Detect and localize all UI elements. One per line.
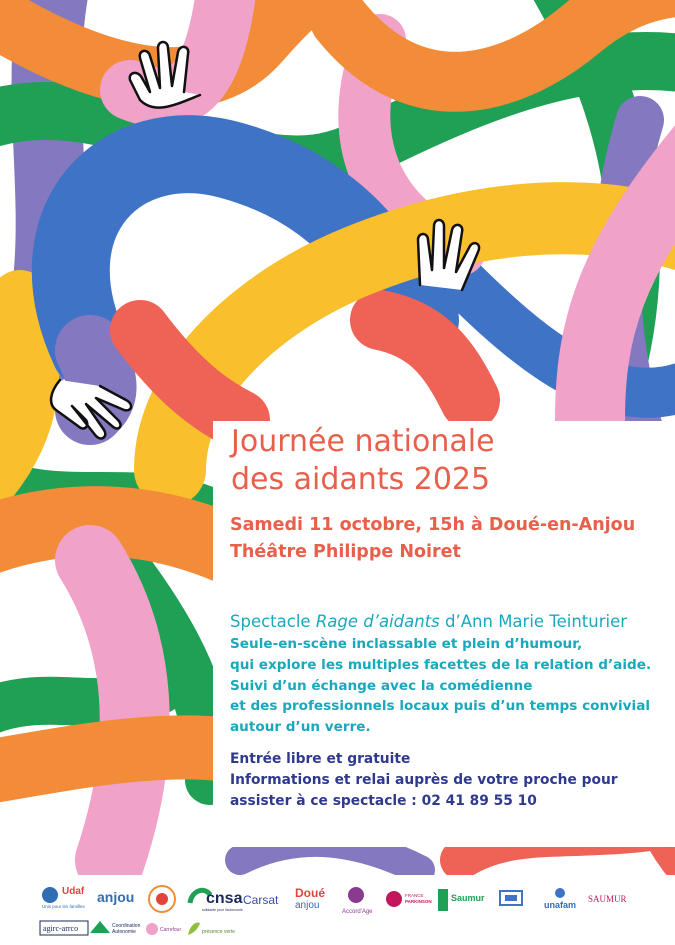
- svg-text:Carsat: Carsat: [243, 893, 279, 907]
- circle-emblem-logo: [149, 886, 175, 912]
- info-line: Entrée libre et gratuite: [230, 751, 411, 767]
- unafam-logo: [544, 888, 576, 910]
- svg-text:solidarité pour l'autonomie: solidarité pour l'autonomie: [202, 908, 243, 912]
- svg-text:Doué: Doué: [295, 886, 325, 900]
- svg-text:Unis pour les familles: Unis pour les familles: [42, 904, 85, 909]
- doue-anjou-logo: [295, 886, 325, 911]
- partner-logos: [0, 875, 675, 945]
- info-card: [213, 421, 675, 847]
- svg-text:anjou: anjou: [97, 889, 135, 905]
- carsat-logo: [243, 893, 279, 907]
- udaf-logo: [42, 886, 86, 909]
- description-line: Suivi d’un échange avec la comédienne: [230, 677, 533, 694]
- description-line: qui explore les multiples facettes de la relation d’aide.: [230, 656, 652, 673]
- saumur-hospital-logo: [438, 889, 485, 911]
- svg-text:Autonomie: Autonomie: [112, 929, 136, 935]
- svg-text:anjou: anjou: [295, 900, 320, 911]
- description-line: Seule-en-scène inclassable et plein d’humour,: [230, 636, 583, 652]
- saumur-logo: [588, 894, 627, 904]
- svg-text:SAUMUR: SAUMUR: [588, 894, 627, 904]
- event-title-line1: Journée nationale: [231, 424, 495, 459]
- event-venue: Théâtre Philippe Noiret: [230, 542, 461, 562]
- svg-text:PARKINSON: PARKINSON: [405, 899, 432, 904]
- description-line: autour d’un verre.: [230, 719, 371, 736]
- spectacle-author: d’Ann Marie Teinturier: [439, 612, 628, 631]
- coordination-autonomie-logo: [90, 921, 141, 935]
- accord-age-logo: [342, 887, 373, 915]
- france-parkinson-logo: [386, 891, 432, 907]
- spectacle-heading: [230, 611, 627, 633]
- cnsa-logo: [190, 890, 243, 912]
- event-date: Samedi 11 octobre, 15h à Doué-en-Anjou: [230, 515, 636, 535]
- info-line: Informations et relai auprès de votre proche pour: [230, 771, 618, 788]
- info-contact: assister à ce spectacle : 02 41 89 55 10: [230, 792, 537, 809]
- svg-text:Saumur: Saumur: [451, 893, 485, 903]
- svg-text:Accord'Age: Accord'Age: [342, 909, 373, 915]
- event-title: [231, 423, 495, 499]
- partner-logos-footer: [0, 875, 675, 945]
- agirc-arrco-logo: [40, 921, 88, 935]
- svg-text:unafam: unafam: [544, 900, 577, 910]
- anjou-logo: [97, 889, 134, 905]
- svg-text:Coordination: Coordination: [112, 923, 141, 929]
- spectacle-description: [230, 634, 651, 738]
- carrefour-familles-logo: [146, 923, 181, 935]
- svg-text:Carrefour: Carrefour: [160, 927, 182, 933]
- event-date-location: [230, 512, 635, 566]
- practical-info: [230, 749, 618, 811]
- spectacle-title: Rage d’aidants: [315, 612, 440, 631]
- svg-text:présence verte: présence verte: [202, 929, 236, 935]
- svg-text:FRANCE: FRANCE: [405, 893, 424, 898]
- event-title-line2: des aidants 2025: [231, 462, 491, 497]
- presence-verte-logo: [188, 923, 235, 936]
- spectacle-prefix: Spectacle: [230, 612, 316, 631]
- square-emblem-logo: [500, 891, 522, 905]
- description-line: et des professionnels locaux puis d’un temps convivial: [230, 698, 651, 715]
- svg-text:cnsa: cnsa: [206, 890, 243, 907]
- svg-text:agirc-arrco: agirc-arrco: [43, 924, 79, 933]
- svg-text:Udaf: Udaf: [62, 886, 85, 897]
